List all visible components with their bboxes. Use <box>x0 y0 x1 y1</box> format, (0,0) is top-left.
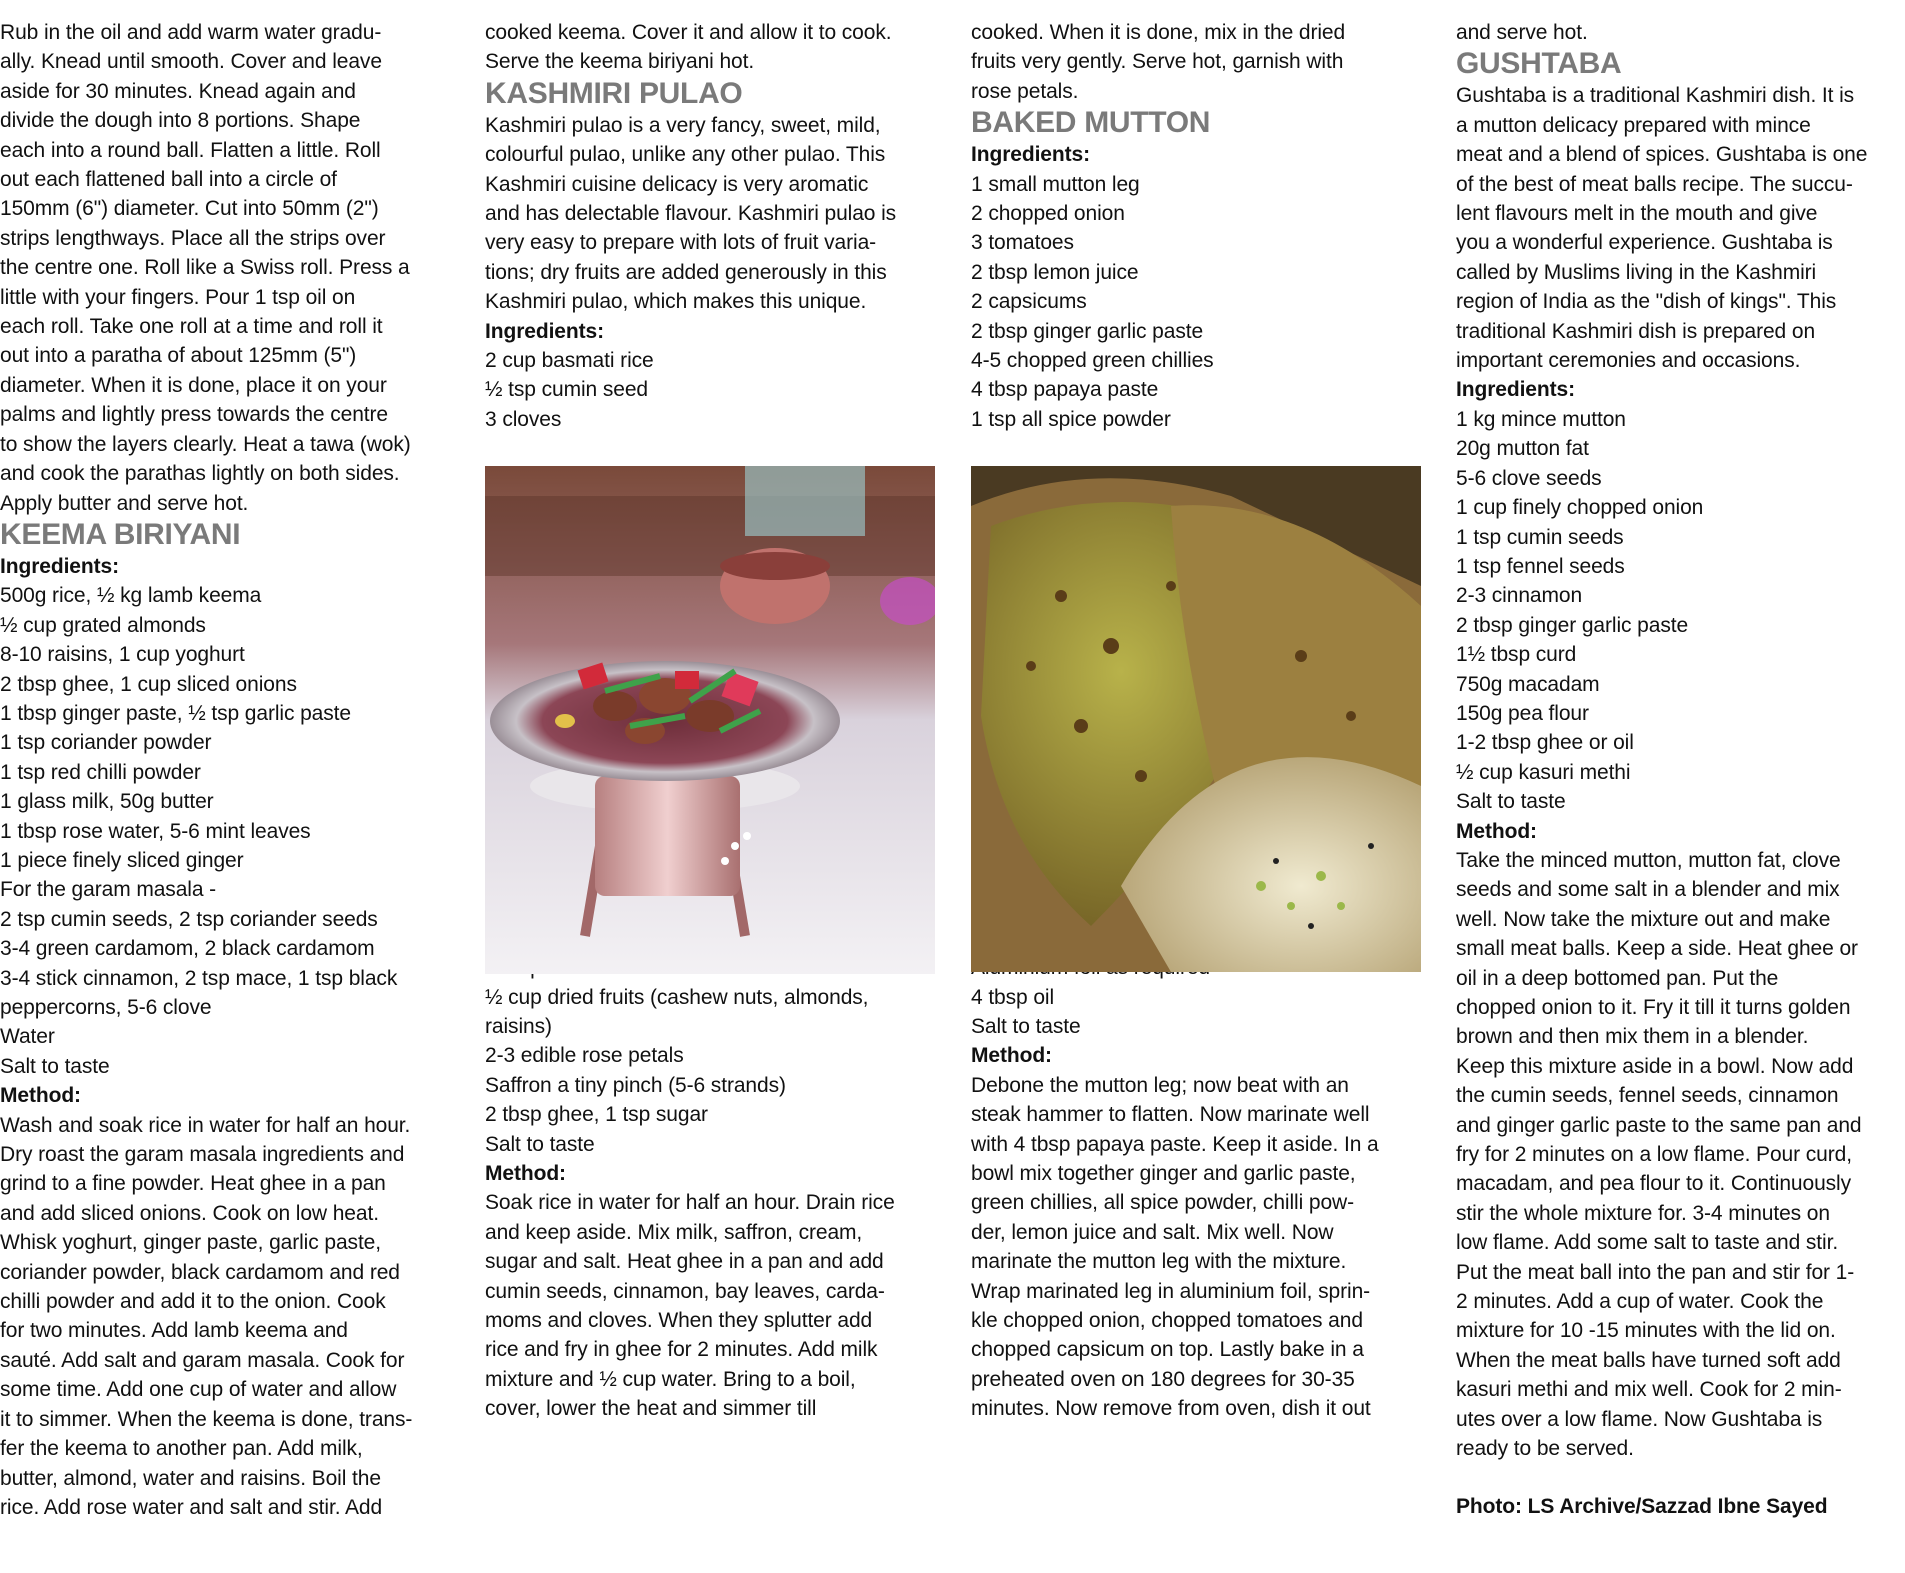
text-line: Kashmiri pulao, which makes this unique. <box>485 290 867 314</box>
text-line: preheated oven on 180 degrees for 30-35 <box>971 1367 1355 1391</box>
text-line: chopped onion to it. Fry it till it turns golden <box>1456 996 1851 1019</box>
text-line: rice and fry in ghee for 2 minutes. Add milk <box>485 1338 878 1362</box>
text-line: coriander powder, black cardamom and red <box>0 1260 400 1284</box>
text-line: 1 tsp red chilli powder <box>0 760 201 784</box>
text-line: sugar and salt. Heat ghee in a pan and add <box>485 1250 884 1274</box>
paratha-method-continued <box>0 18 460 518</box>
text-line: 1 small mutton leg <box>971 172 1140 196</box>
text-line: 1 tsp fennel seeds <box>1456 554 1625 578</box>
text-line: it to simmer. When the keema is done, trans- <box>0 1407 413 1431</box>
text-line: bowl mix together ginger and garlic paste, <box>971 1161 1356 1185</box>
text-line: 3 tomatoes <box>971 231 1074 255</box>
text-line: 1-2 tbsp ghee or oil <box>1456 731 1634 755</box>
column-1 <box>0 18 460 1522</box>
text-line: 2 chopped onion <box>971 202 1125 226</box>
text-line: Take the minced mutton, mutton fat, clove <box>1456 848 1841 872</box>
text-line: 3-4 stick cinnamon, 2 tsp mace, 1 tsp black <box>0 966 398 990</box>
text-line: Keep this mixture aside in a bowl. Now add <box>1456 1054 1854 1078</box>
keema-method-continued <box>485 18 945 77</box>
text-line: traditional Kashmiri dish is prepared on <box>1456 319 1816 343</box>
text-line: 1 piece finely sliced ginger <box>0 848 244 872</box>
baked-mutton-heading: BAKED MUTTON <box>971 106 1211 140</box>
text-line: 1 tsp all spice powder <box>971 407 1171 431</box>
text-line: Dry roast the garam masala ingredients and <box>0 1143 405 1167</box>
text-line: ½ cup kasuri methi <box>1456 760 1631 784</box>
text-line: 5-6 clove seeds <box>1456 466 1602 490</box>
gushtaba-heading: GUSHTABA <box>1456 47 1622 81</box>
text-line: Salt to taste <box>971 1014 1081 1038</box>
text-line: der, lemon juice and salt. Mix well. Now <box>971 1220 1334 1244</box>
text-line: and add sliced onions. Cook on low heat. <box>0 1201 379 1225</box>
text-line: the cumin seeds, fennel seeds, cinnamon <box>1456 1084 1839 1108</box>
text-line: Gushtaba is a traditional Kashmiri dish. It is <box>1456 84 1855 108</box>
gushtaba-method-label: Method: <box>1456 819 1537 843</box>
text-line: moms and cloves. When they splutter add <box>485 1308 873 1332</box>
text-line: for two minutes. Add lamb keema and <box>0 1319 348 1343</box>
text-line: divide the dough into 8 portions. Shape <box>0 109 361 133</box>
mutton-method-text <box>971 1071 1431 1424</box>
text-line: 1 cup finely chopped onion <box>1456 496 1704 520</box>
text-line: Kashmiri cuisine delicacy is very aromatic <box>485 172 869 196</box>
text-line: lent flavours melt in the mouth and give <box>1456 202 1818 226</box>
text-line: well. Now take the mixture out and make <box>1456 907 1831 931</box>
text-line: Put the meat ball into the pan and stir for 1- <box>1456 1260 1855 1284</box>
text-line: 1 tbsp rose water, 5-6 mint leaves <box>0 819 311 843</box>
mutton-ingredients-top <box>971 170 1431 435</box>
gushtaba-ingredients-label: Ingredients: <box>1456 378 1575 402</box>
text-line: 2-3 edible rose petals <box>485 1044 684 1068</box>
text-line: For the garam masala - <box>0 878 217 902</box>
text-line: 4-5 chopped green chillies <box>971 349 1214 373</box>
text-line: cooked. When it is done, mix in the dried <box>971 21 1346 44</box>
text-line: Salt to taste <box>485 1132 595 1156</box>
text-line: cooked keema. Cover it and allow it to cook. <box>485 21 892 44</box>
text-line: 2 tbsp ginger garlic paste <box>1456 613 1689 637</box>
text-line: green chillies, all spice powder, chilli pow- <box>971 1191 1355 1215</box>
text-line: colourful pulao, unlike any other pulao. This <box>485 143 886 167</box>
text-line: palms and lightly press towards the centre <box>0 403 388 427</box>
text-line: peppercorns, 5-6 clove <box>0 996 212 1019</box>
text-line: 2-3 cinnamon <box>1456 584 1583 608</box>
text-line: fruits very gently. Serve hot, garnish with <box>971 50 1344 74</box>
text-line: 2 capsicums <box>971 290 1087 314</box>
text-line: 3 cloves <box>485 407 562 431</box>
text-line: cover, lower the heat and simmer till <box>485 1397 817 1421</box>
text-line: the centre one. Roll like a Swiss roll. Press a <box>0 256 410 280</box>
text-line: 2 cup basmati rice <box>485 349 654 373</box>
text-line: 1 kg mince mutton <box>1456 407 1626 431</box>
text-line: fer the keema to another pan. Add milk, <box>0 1437 363 1461</box>
text-line: a mutton delicacy prepared with mince <box>1456 113 1811 137</box>
text-line: called by Muslims living in the Kashmiri <box>1456 260 1817 284</box>
mutton-method-label: Method: <box>971 1044 1052 1068</box>
mutton-ingredients-label: Ingredients: <box>971 143 1090 167</box>
text-line: 2 tbsp ghee, 1 tsp sugar <box>485 1103 708 1127</box>
text-line: 20g mutton fat <box>1456 437 1589 461</box>
text-line: rose petals. <box>971 79 1079 103</box>
text-line: 500g rice, ½ kg lamb keema <box>0 584 262 608</box>
text-line: rice. Add rose water and salt and stir. Add <box>0 1495 383 1519</box>
keema-ingredients-label: Ingredients: <box>0 554 119 578</box>
text-line: Salt to taste <box>1456 790 1566 814</box>
mutton-method-continued <box>1456 18 1905 47</box>
text-line: out into a paratha of about 125mm (5") <box>0 344 357 368</box>
text-line: and serve hot. <box>1456 21 1588 44</box>
text-line: 8-10 raisins, 1 cup yoghurt <box>0 643 245 667</box>
text-line: fry for 2 minutes on a low flame. Pour curd, <box>1456 1143 1852 1167</box>
text-line: and keep aside. Mix milk, saffron, cream, <box>485 1220 863 1244</box>
text-line: to show the layers clearly. Heat a tawa (wok) <box>0 432 411 456</box>
pulao-ingredients-top <box>485 346 945 434</box>
text-line: grind to a fine powder. Heat ghee in a pan <box>0 1172 386 1196</box>
text-line: with 4 tbsp papaya paste. Keep it aside. In a <box>971 1132 1379 1156</box>
text-line: diameter. When it is done, place it on your <box>0 373 387 397</box>
text-line: of the best of meat balls recipe. The succu- <box>1456 172 1853 196</box>
text-line: some time. Add one cup of water and allow <box>0 1378 397 1402</box>
text-line: 4 tbsp papaya paste <box>971 378 1159 402</box>
text-line: and has delectable flavour. Kashmiri pulao is <box>485 202 897 226</box>
keema-method-label: Method: <box>0 1084 81 1108</box>
photo-credit: Photo: LS Archive/Sazzad Ibne Sayed <box>1456 1494 1828 1518</box>
text-line: small meat balls. Keep a side. Heat ghee or <box>1456 937 1858 961</box>
text-line: 2 tbsp ginger garlic paste <box>971 319 1204 343</box>
text-line: Kashmiri pulao is a very fancy, sweet, mild, <box>485 113 881 137</box>
text-line: raisins) <box>485 1014 552 1038</box>
text-line: and cook the parathas lightly on both sides. <box>0 462 400 486</box>
text-line: 150mm (6") diameter. Cut into 50mm (2") <box>0 197 379 221</box>
text-line: you a wonderful experience. Gushtaba is <box>1456 231 1833 255</box>
pulao-ingredients-label: Ingredients: <box>485 319 604 343</box>
text-line: When the meat balls have turned soft add <box>1456 1348 1841 1372</box>
text-line: and ginger garlic paste to the same pan and <box>1456 1113 1862 1137</box>
text-line: Rub in the oil and add warm water gradu- <box>0 21 382 44</box>
text-line: utes over a low flame. Now Gushtaba is <box>1456 1407 1823 1431</box>
naan-bread-photo <box>971 466 1421 972</box>
text-line: Wrap marinated leg in aluminium foil, sprin- <box>971 1279 1371 1303</box>
text-line: mixture and ½ cup water. Bring to a boil, <box>485 1367 856 1391</box>
text-line: 750g macadam <box>1456 672 1600 696</box>
keema-method-text <box>0 1111 460 1523</box>
text-line: very easy to prepare with lots of fruit varia- <box>485 231 877 255</box>
text-line: 2 tbsp ghee, 1 cup sliced onions <box>0 672 297 696</box>
text-line: low flame. Add some salt to taste and stir. <box>1456 1231 1839 1255</box>
keema-biriyani-heading: KEEMA BIRIYANI <box>0 517 241 551</box>
text-line: ally. Knead until smooth. Cover and leave <box>0 50 382 74</box>
text-line: 1 tsp cumin seeds <box>1456 525 1624 549</box>
text-line: 1 tbsp ginger paste, ½ tsp garlic paste <box>0 701 351 725</box>
text-line: minutes. Now remove from oven, dish it out <box>971 1397 1371 1421</box>
text-line: kle chopped onion, chopped tomatoes and <box>971 1308 1363 1332</box>
text-line: 1½ tbsp curd <box>1456 643 1577 667</box>
pulao-method-label: Method: <box>485 1161 566 1185</box>
text-line: sauté. Add salt and garam masala. Cook for <box>0 1348 405 1372</box>
text-line: ready to be served. <box>1456 1437 1634 1461</box>
text-line: brown and then mix them in a blender. <box>1456 1025 1809 1049</box>
text-line: ½ cup grated almonds <box>0 613 206 637</box>
text-line: Serve the keema biriyani hot. <box>485 50 755 74</box>
text-line: stir the whole mixture for. 3-4 minutes on <box>1456 1201 1830 1225</box>
gushtaba-method-text <box>1456 846 1905 1464</box>
column-4 <box>1456 18 1905 1521</box>
text-line: Water <box>0 1025 55 1049</box>
text-line: 2 tsp cumin seeds, 2 tsp coriander seeds <box>0 907 378 931</box>
text-line: marinate the mutton leg with the mixture. <box>971 1250 1347 1274</box>
gushtaba-ingredients-list <box>1456 405 1905 817</box>
pulao-description <box>485 111 945 317</box>
text-line: 150g pea flour <box>1456 701 1589 725</box>
text-line: Salt to taste <box>0 1054 110 1078</box>
pulao-method-text <box>485 1188 945 1423</box>
text-line: 1 tsp coriander powder <box>0 731 212 755</box>
keema-dish-photo <box>485 466 935 974</box>
text-line: little with your fingers. Pour 1 tsp oil on <box>0 285 356 309</box>
text-line: seeds and some salt in a blender and mix <box>1456 878 1840 902</box>
text-line: kasuri methi and mix well. Cook for 2 min- <box>1456 1378 1842 1402</box>
text-line: 3-4 green cardamom, 2 black cardamom <box>0 937 375 961</box>
text-line: butter, almond, water and raisins. Boil the <box>0 1466 381 1490</box>
text-line: Apply butter and serve hot. <box>0 491 249 515</box>
text-line: aside for 30 minutes. Knead again and <box>0 79 356 103</box>
text-line: 1 glass milk, 50g butter <box>0 790 214 814</box>
pulao-method-continued <box>971 18 1431 106</box>
text-line: chopped capsicum on top. Lastly bake in a <box>971 1338 1364 1362</box>
text-line: out each flattened ball into a circle of <box>0 168 337 192</box>
gushtaba-description <box>1456 81 1905 375</box>
text-line: Whisk yoghurt, ginger paste, garlic paste, <box>0 1231 381 1255</box>
text-line: region of India as the "dish of kings". This <box>1456 290 1837 314</box>
text-line: ½ cup dried fruits (cashew nuts, almonds, <box>485 985 869 1009</box>
text-line: each into a round ball. Flatten a little. Roll <box>0 138 381 162</box>
kashmiri-pulao-heading: KASHMIRI PULAO <box>485 76 743 110</box>
text-line: oil in a deep bottomed pan. Put the <box>1456 966 1779 990</box>
text-line: ½ tsp cumin seed <box>485 378 648 402</box>
text-line: meat and a blend of spices. Gushtaba is one <box>1456 143 1868 167</box>
text-line: each roll. Take one roll at a time and roll it <box>0 315 383 339</box>
text-line: steak hammer to flatten. Now marinate well <box>971 1103 1370 1127</box>
text-line: Soak rice in water for half an hour. Drain rice <box>485 1191 895 1215</box>
text-line: Debone the mutton leg; now beat with an <box>971 1073 1349 1097</box>
text-line: chilli powder and add it to the onion. Cook <box>0 1290 386 1314</box>
text-line: strips lengthways. Place all the strips over <box>0 226 386 250</box>
text-line: tions; dry fruits are added generously in this <box>485 260 887 284</box>
text-line: mixture for 10 -15 minutes with the lid on. <box>1456 1319 1836 1343</box>
text-line: 2 tbsp lemon juice <box>971 260 1139 284</box>
text-line: 2 minutes. Add a cup of water. Cook the <box>1456 1290 1824 1314</box>
text-line: cumin seeds, cinnamon, bay leaves, carda- <box>485 1279 885 1303</box>
text-line: Saffron a tiny pinch (5-6 strands) <box>485 1073 786 1097</box>
text-line: 4 tbsp oil <box>971 985 1055 1009</box>
text-line: macadam, and pea flour to it. Continuously <box>1456 1172 1852 1196</box>
text-line: important ceremonies and occasions. <box>1456 349 1801 373</box>
text-line: Wash and soak rice in water for half an hour. <box>0 1113 411 1137</box>
keema-ingredients-list <box>0 581 460 1081</box>
